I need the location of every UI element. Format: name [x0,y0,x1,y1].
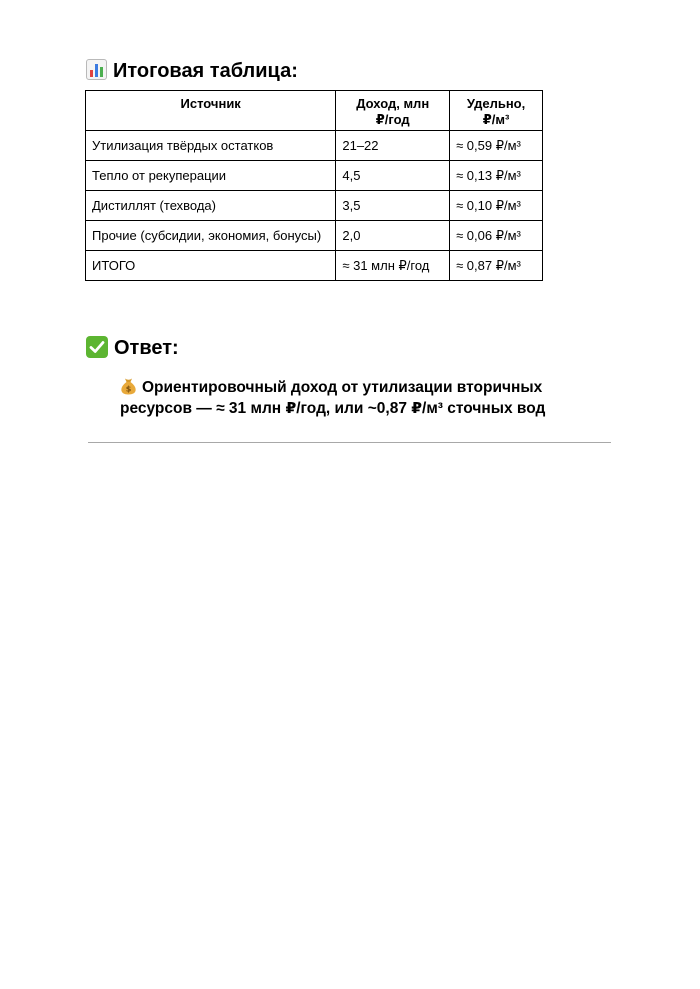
cell-income: ≈ 31 млн ₽/год [336,251,450,281]
table-row [86,221,543,251]
answer-text: Ориентировочный доход от утилизации вторичных ресурсов — ≈ 31 млн ₽/год, или ~0,87 ₽/м³ сточных вод [120,379,546,417]
bar-chart-icon [86,59,107,80]
table-row [86,131,543,161]
cell-source: Тепло от рекуперации [86,161,336,191]
table-row [86,191,543,221]
table-row [86,161,543,191]
answer-title: Ответ: [114,337,179,359]
cell-source: Дистиллят (техвода) [86,191,336,221]
table-total-row [86,251,543,281]
cell-unit: ≈ 0,59 ₽/м³ [450,131,543,161]
cell-income: 3,5 [336,191,450,221]
money-bag-icon [120,377,137,395]
cell-unit: ≈ 0,87 ₽/м³ [450,251,543,281]
cell-unit: ≈ 0,06 ₽/м³ [450,221,543,251]
cell-income: 21–22 [336,131,450,161]
answer-heading [86,336,179,360]
table-header-row [86,91,543,131]
cell-income: 2,0 [336,221,450,251]
cell-unit: ≈ 0,10 ₽/м³ [450,191,543,221]
answer-statement [120,377,580,419]
header-source: Источник [86,91,336,131]
cell-source: Утилизация твёрдых остатков [86,131,336,161]
header-income: Доход, млн ₽/год [336,91,450,131]
cell-unit: ≈ 0,13 ₽/м³ [450,161,543,191]
summary-table [85,90,543,281]
cell-source: Прочие (субсидии, экономия, бонусы) [86,221,336,251]
divider [88,442,611,443]
header-unit: Удельно, ₽/м³ [450,91,543,131]
cell-source: ИТОГО [86,251,336,281]
cell-income: 4,5 [336,161,450,191]
summary-table-title: Итоговая таблица: [113,60,298,82]
svg-text:$: $ [125,384,132,394]
check-mark-icon [86,336,108,358]
summary-table-heading [86,59,298,83]
